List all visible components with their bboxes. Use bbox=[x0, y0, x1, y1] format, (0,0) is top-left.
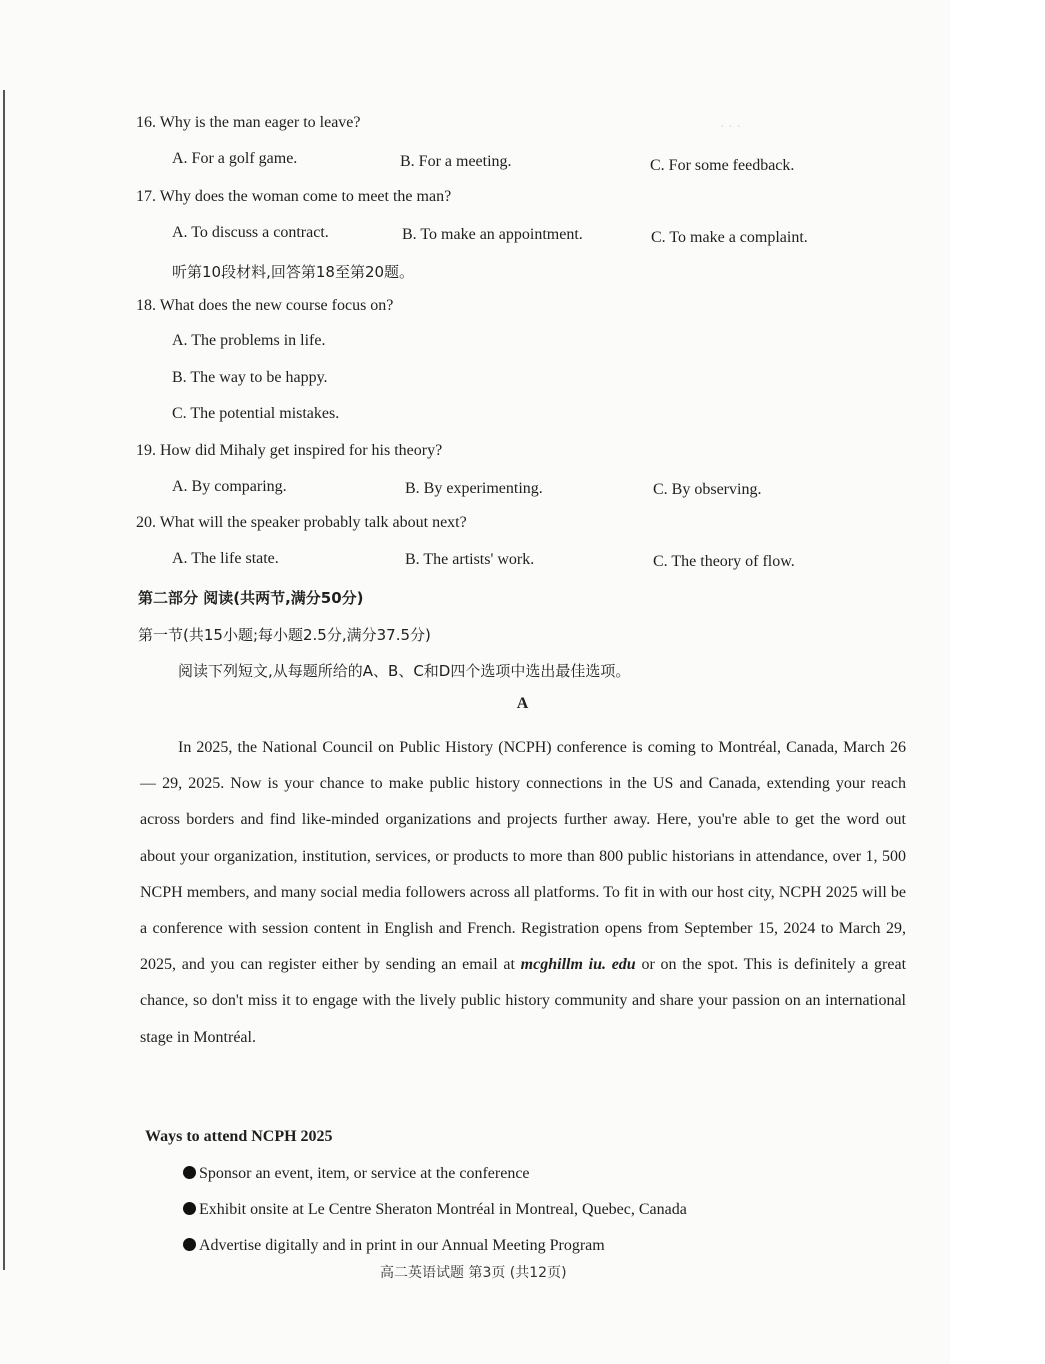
question-18-option-c: C. The potential mistakes. bbox=[172, 405, 340, 422]
question-20-option-c: C. The theory of flow. bbox=[653, 553, 795, 570]
question-20-option-a: A. The life state. bbox=[172, 550, 279, 567]
scan-edge-line bbox=[3, 90, 5, 1270]
question-19-stem: 19. How did Mihaly get inspired for his theory? bbox=[136, 442, 443, 459]
question-18-option-a: A. The problems in life. bbox=[172, 332, 326, 349]
passage-text-after-email: or on the spot. This is definitely a great chance, so don't miss it to engage with the lively public history community and share your passion on an international stage in Montréal. bbox=[140, 956, 907, 1046]
listening-instruction-10: 听第10段材料,回答第18至第20题。 bbox=[172, 263, 415, 281]
passage-paragraph bbox=[140, 730, 906, 1056]
question-17-stem: 17. Why does the woman come to meet the man? bbox=[136, 188, 452, 205]
question-16-option-b: B. For a meeting. bbox=[400, 153, 512, 170]
bleed-through-mark: · · · bbox=[720, 120, 741, 135]
question-19-option-b: B. By experimenting. bbox=[405, 480, 543, 497]
question-18-option-b: B. The way to be happy. bbox=[172, 369, 328, 386]
passage-text-before-email: In 2025, the National Council on Public History (NCPH) conference is coming to Montréal, Canada, March 26 — 29, 2025. Now is your chance to make public history connections in the US and Canada, extending your reach across borders and find like-minded organizations and projects further away. Here, you're able to get the word out about your organization, institution, services, or products to more than 800 public historians in attendance, over 1, 500 NCPH members, and many social media followers across all platforms. To fit in with our host city, NCPH 2025 will be a conference with session content in English and French. Registration opens from September 15, 2024 to March 29, 2025, and you can register either by sending an email at bbox=[140, 739, 906, 974]
question-19-option-c: C. By observing. bbox=[653, 481, 762, 498]
question-20-option-b: B. The artists' work. bbox=[405, 551, 535, 568]
page-footer: 高二英语试题 第3页 (共12页) bbox=[380, 1265, 567, 1281]
question-17-option-b: B. To make an appointment. bbox=[402, 226, 583, 243]
question-16-stem: 16. Why is the man eager to leave? bbox=[136, 114, 361, 131]
ways-item: Advertise digitally and in print in our Annual Meeting Program bbox=[183, 1237, 605, 1255]
passage-label: A bbox=[516, 695, 529, 712]
reading-instruction: 阅读下列短文,从每题所给的A、B、C和D四个选项中选出最佳选项。 bbox=[178, 662, 631, 680]
part-two-title: 第二部分 阅读(共两节,满分50分) bbox=[138, 589, 364, 607]
passage-body bbox=[140, 730, 906, 1056]
registration-email: mcghillm iu. edu bbox=[520, 956, 636, 974]
ways-item: Sponsor an event, item, or service at the conference bbox=[183, 1165, 530, 1183]
bullet-dot-icon bbox=[183, 1238, 196, 1251]
bullet-dot-icon bbox=[183, 1166, 196, 1179]
question-16-option-c: C. For some feedback. bbox=[650, 157, 795, 174]
ways-item: Exhibit onsite at Le Centre Sheraton Montréal in Montreal, Quebec, Canada bbox=[183, 1201, 687, 1219]
question-16-option-a: A. For a golf game. bbox=[172, 150, 298, 167]
question-17-option-a: A. To discuss a contract. bbox=[172, 224, 329, 241]
bullet-dot-icon bbox=[183, 1202, 196, 1215]
section-one-title: 第一节(共15小题;每小题2.5分,满分37.5分) bbox=[138, 626, 431, 644]
question-20-stem: 20. What will the speaker probably talk about next? bbox=[136, 514, 467, 531]
ways-to-attend-title: Ways to attend NCPH 2025 bbox=[145, 1128, 333, 1145]
question-17-option-c: C. To make a complaint. bbox=[651, 229, 808, 246]
question-19-option-a: A. By comparing. bbox=[172, 478, 287, 495]
question-18-stem: 18. What does the new course focus on? bbox=[136, 297, 394, 314]
